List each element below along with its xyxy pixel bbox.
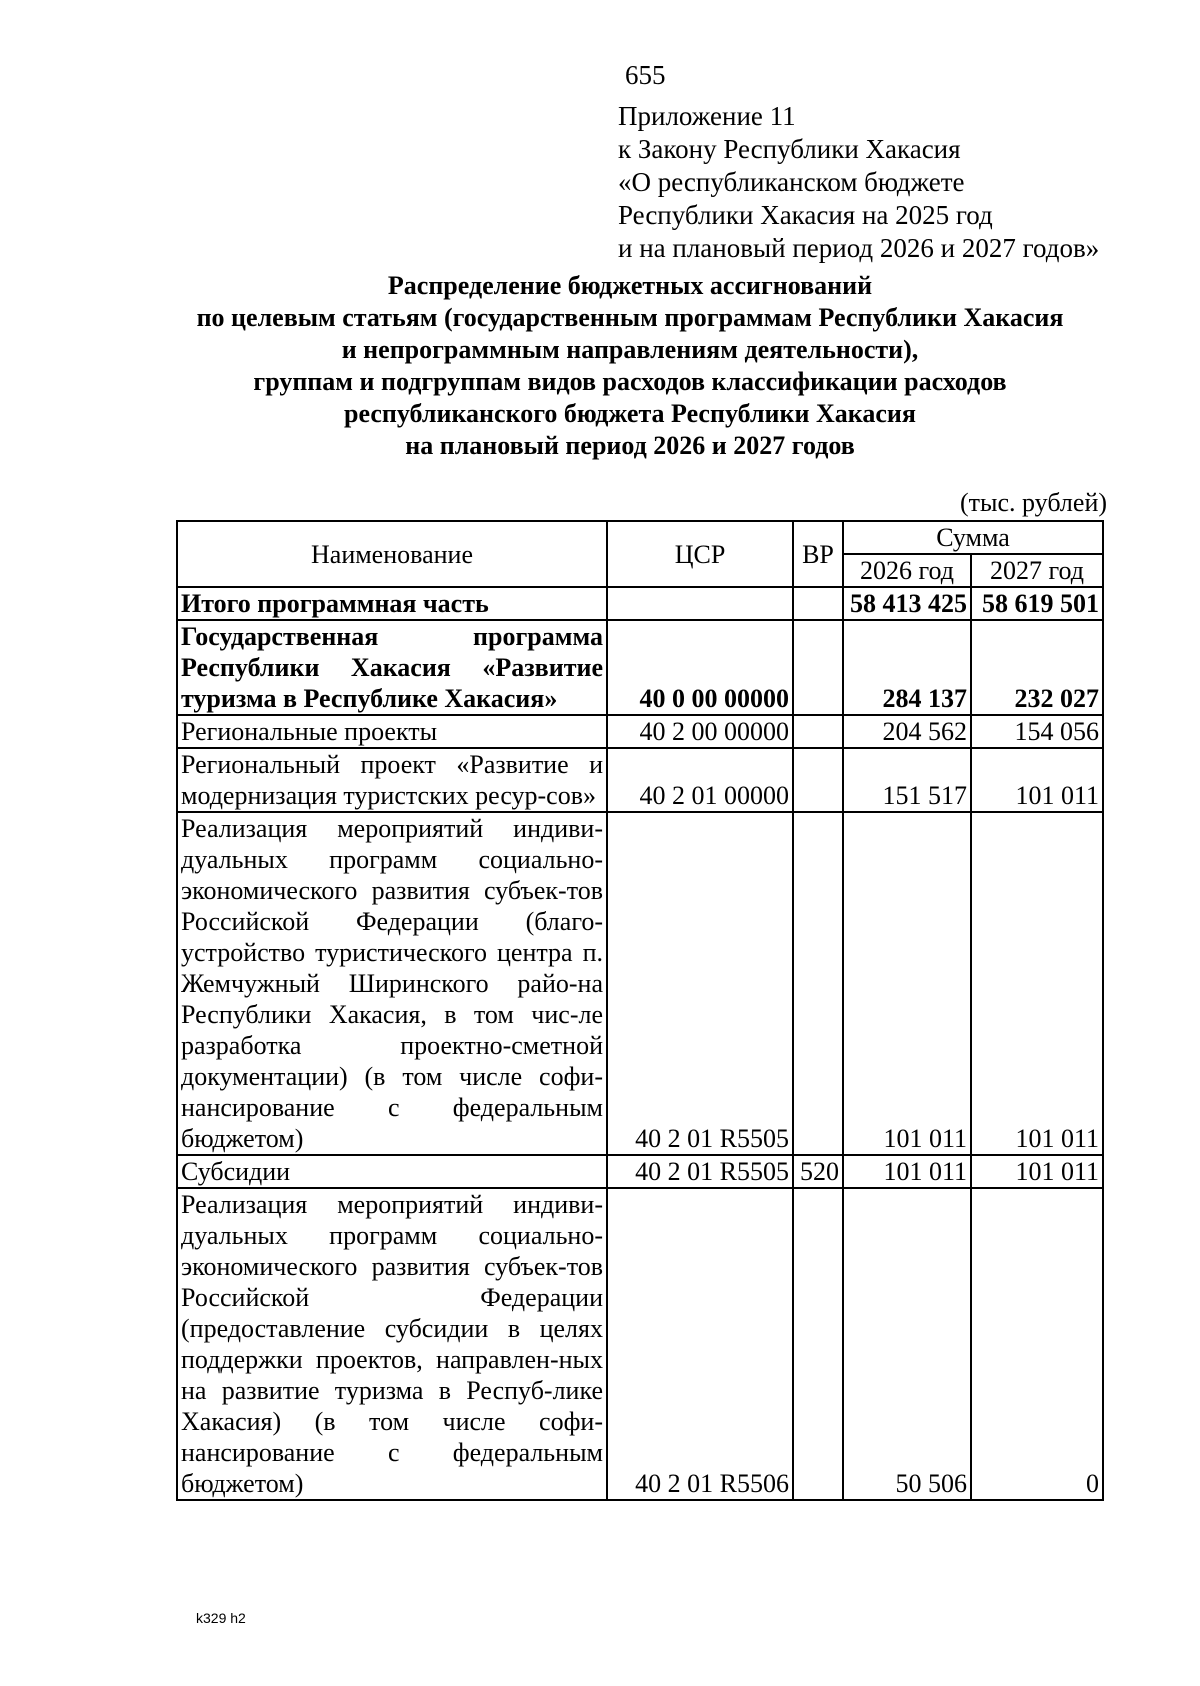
row-2026: 284 137	[843, 620, 971, 715]
row-2026: 58 413 425	[843, 587, 971, 620]
row-name: Реализация мероприятий индиви-дуальных программ социально-экономического развития субъек-тов Российской Федерации (благо-устройство туристического центра п. Жемчужный Ширинского райо-на Республики Хакасия, в том чис-ле разработка проектно-сметной документации) (в том числе софи-нансирование с федеральным бюджетом)	[177, 812, 607, 1155]
page-number: 655	[625, 60, 666, 90]
row-2026: 204 562	[843, 715, 971, 748]
row-vr: 520	[793, 1155, 843, 1188]
row-2027: 101 011	[971, 748, 1103, 812]
row-2026: 101 011	[843, 1155, 971, 1188]
header-csr: ЦСР	[607, 521, 793, 587]
row-name: Итого программная часть	[177, 587, 607, 620]
header-year-2027: 2027 год	[971, 554, 1103, 587]
title-line: Распределение бюджетных ассигнований	[387, 271, 873, 300]
appendix-line: Приложение 11	[618, 101, 796, 131]
appendix-line: к Закону Республики Хакасия	[618, 134, 961, 164]
title-line: и непрограммным направлениям деятельности),	[341, 335, 919, 364]
table-row	[177, 748, 1103, 812]
row-vr	[793, 1188, 843, 1500]
budget-table	[176, 520, 1104, 1501]
row-2027: 58 619 501	[971, 587, 1103, 620]
row-2027: 0	[971, 1188, 1103, 1500]
row-csr: 40 2 01 00000	[607, 748, 793, 812]
header-name: Наименование	[177, 521, 607, 587]
row-2027: 101 011	[971, 1155, 1103, 1188]
row-vr	[793, 812, 843, 1155]
title-line: республиканского бюджета Республики Хакасия	[344, 399, 916, 428]
row-2026: 151 517	[843, 748, 971, 812]
footer-code: k329 h2	[196, 1610, 246, 1626]
row-csr	[607, 587, 793, 620]
appendix-line: Республики Хакасия на 2025 год	[618, 200, 993, 230]
units-label: (тыс. рублей)	[960, 488, 1108, 517]
row-name: Государственная программа Республики Хакасия «Развитие туризма в Республике Хакасия»	[177, 620, 607, 715]
row-vr	[793, 620, 843, 715]
row-2027: 232 027	[971, 620, 1103, 715]
appendix-line: «О республиканском бюджете	[618, 167, 965, 197]
table-row	[177, 1155, 1103, 1188]
table-row	[177, 1188, 1103, 1500]
row-name: Региональные проекты	[177, 715, 607, 748]
row-name: Субсидии	[177, 1155, 607, 1188]
document-title	[130, 270, 1130, 462]
appendix-line: и на плановый период 2026 и 2027 годов»	[618, 233, 1100, 263]
row-vr	[793, 715, 843, 748]
row-2027: 154 056	[971, 715, 1103, 748]
appendix-header	[618, 100, 1099, 265]
row-name: Реализация мероприятий индиви-дуальных программ социально-экономического развития субъек-тов Российской Федерации (предоставление субсидии в целях поддержки проектов, направлен-ных на развитие туризма в Респуб-лике Хакасия) (в том числе софи-нансирование с федеральным бюджетом)	[177, 1188, 607, 1500]
table-row	[177, 812, 1103, 1155]
title-line: по целевым статьям (государственным программам Республики Хакасия	[196, 303, 1064, 332]
row-csr: 40 2 01 R5506	[607, 1188, 793, 1500]
row-csr: 40 0 00 00000	[607, 620, 793, 715]
table-row	[177, 587, 1103, 620]
table-row	[177, 620, 1103, 715]
table-header-row	[177, 521, 1103, 554]
header-year-2026: 2026 год	[843, 554, 971, 587]
row-csr: 40 2 01 R5505	[607, 1155, 793, 1188]
row-csr: 40 2 01 R5505	[607, 812, 793, 1155]
row-vr	[793, 587, 843, 620]
row-name: Региональный проект «Развитие и модернизация туристских ресур-сов»	[177, 748, 607, 812]
title-line: на плановый период 2026 и 2027 годов	[405, 431, 855, 460]
row-2026: 50 506	[843, 1188, 971, 1500]
title-line: группам и подгруппам видов расходов классификации расходов	[253, 367, 1007, 396]
header-vr: ВР	[793, 521, 843, 587]
table-row	[177, 715, 1103, 748]
row-2027: 101 011	[971, 812, 1103, 1155]
row-csr: 40 2 00 00000	[607, 715, 793, 748]
row-2026: 101 011	[843, 812, 971, 1155]
header-sum: Сумма	[843, 521, 1103, 554]
row-vr	[793, 748, 843, 812]
